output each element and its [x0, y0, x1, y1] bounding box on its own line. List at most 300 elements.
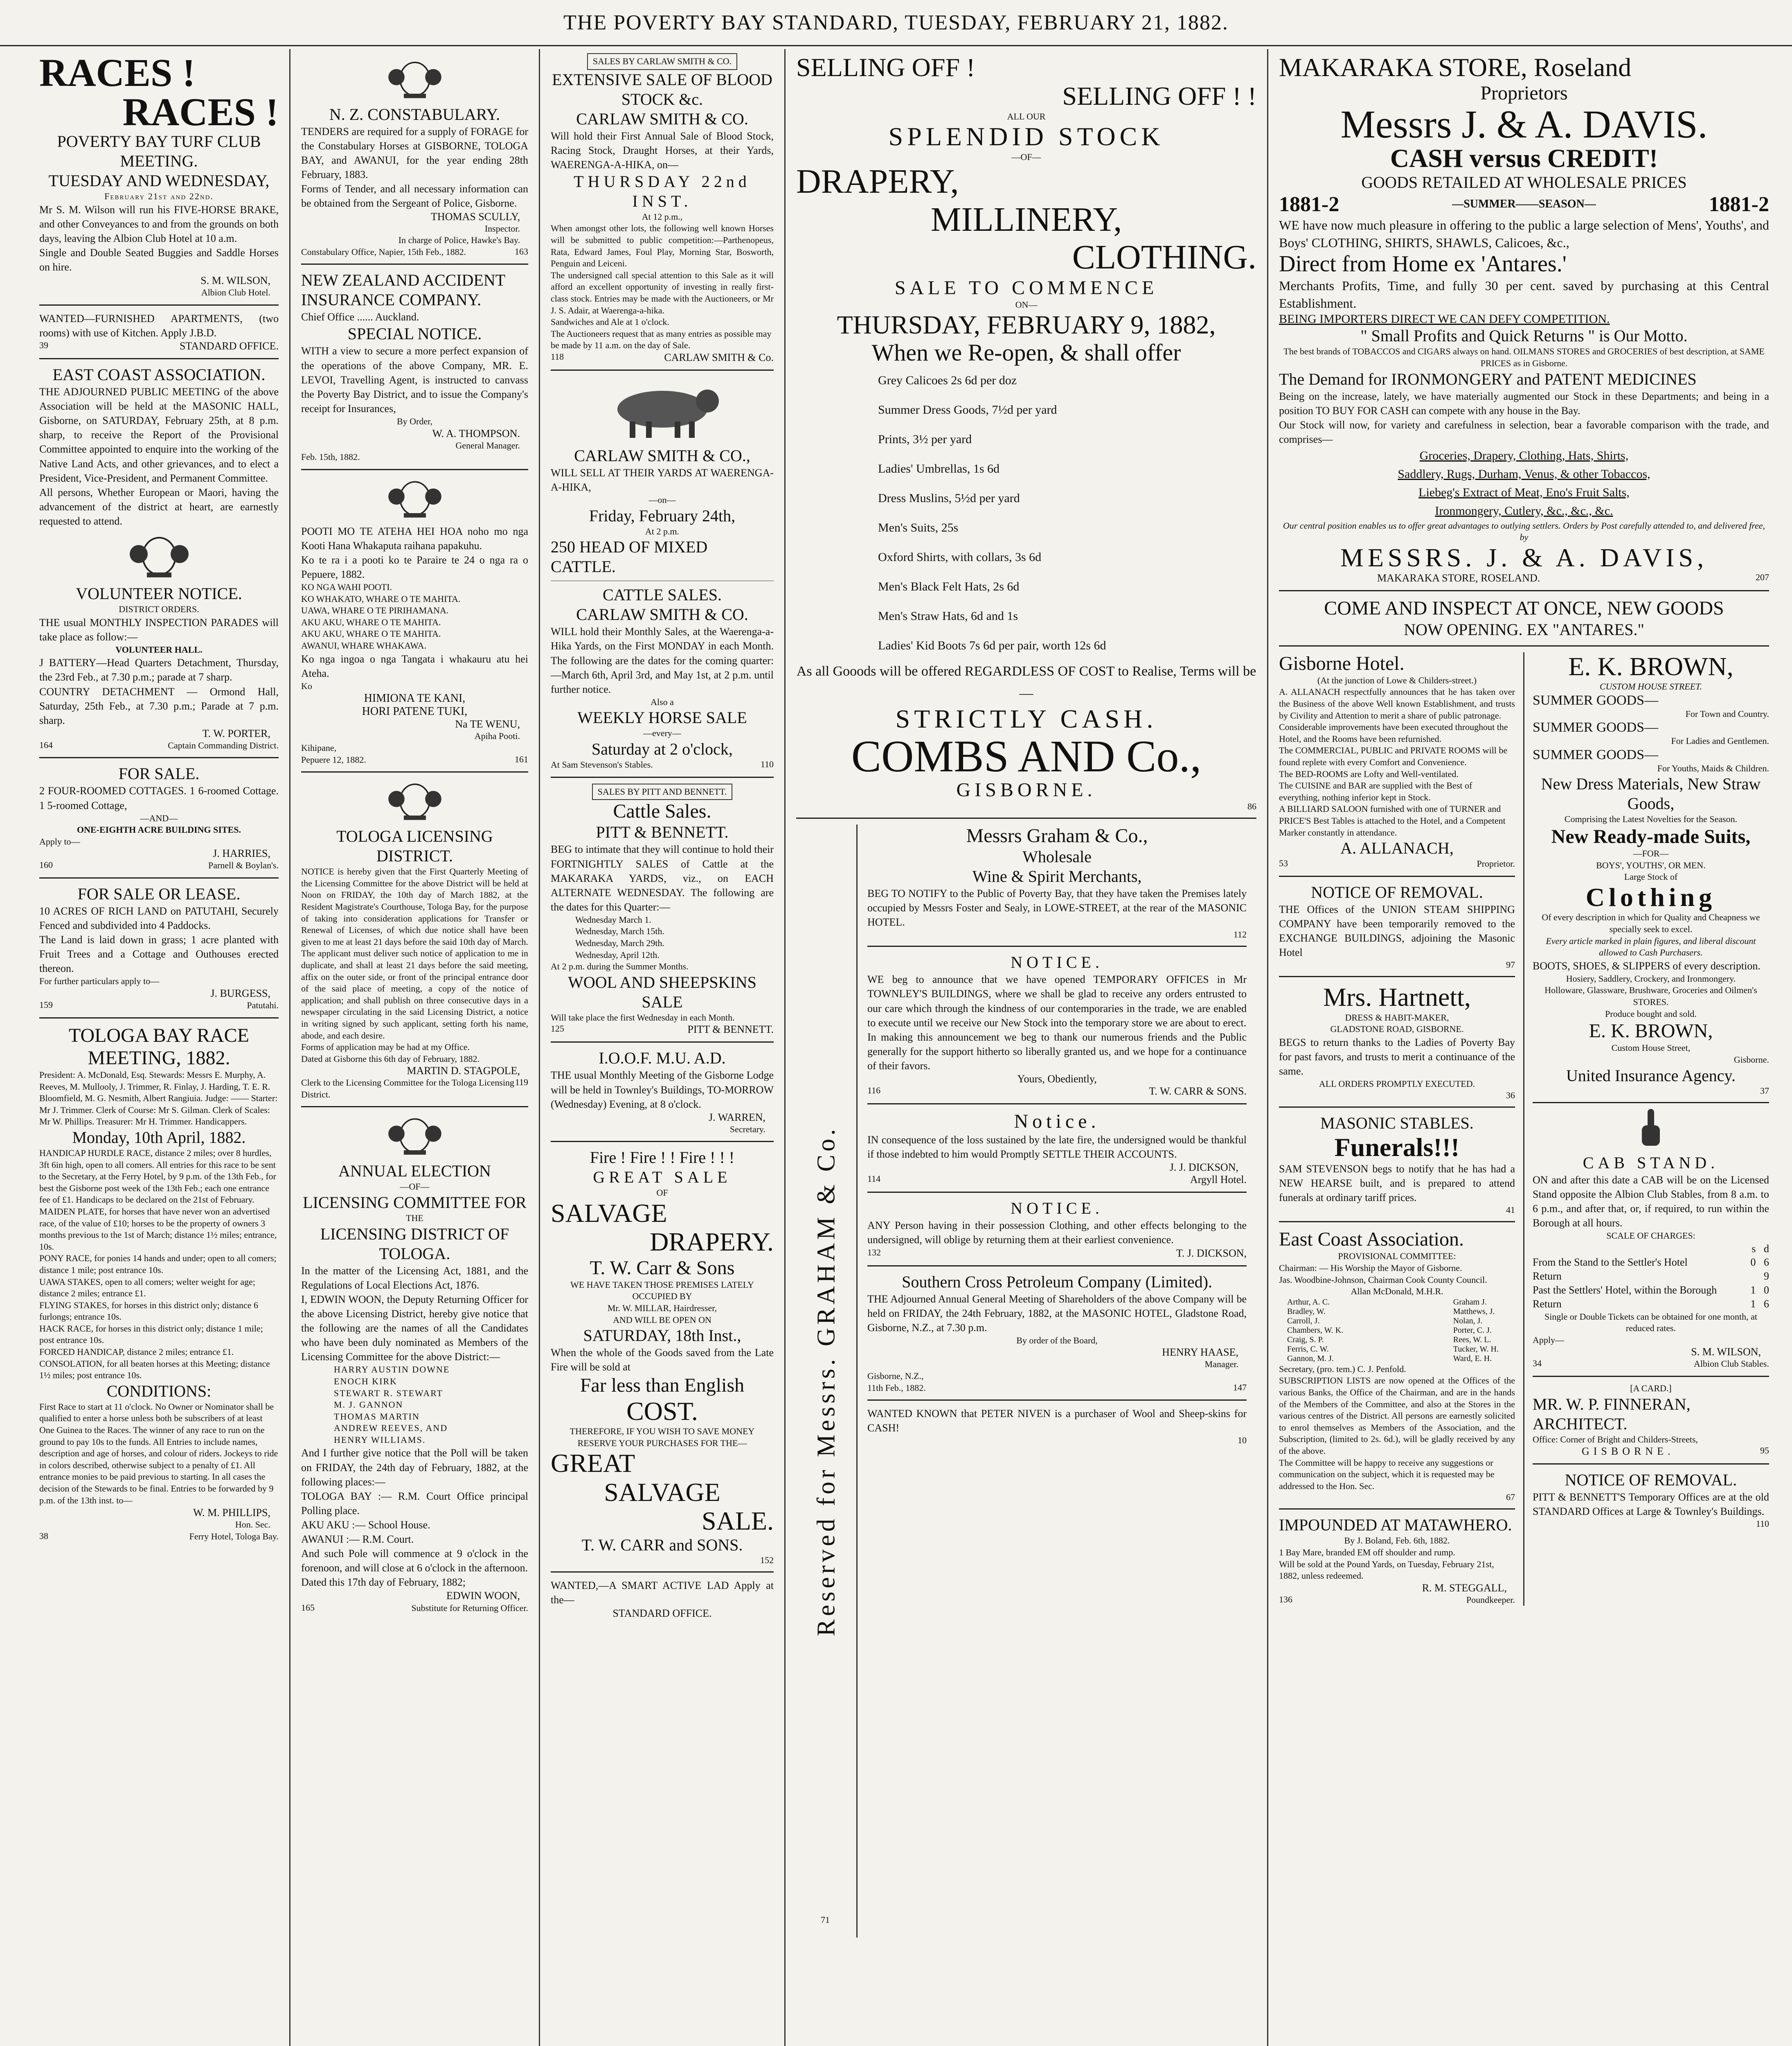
fire-of: OF	[656, 1187, 668, 1198]
election-title-3: LICENSING COMMITTEE FOR	[303, 1193, 527, 1212]
brown-ready: New Ready-made Suits,	[1551, 826, 1751, 847]
carlaw2-on: —on—	[648, 495, 676, 505]
ioof-ad	[551, 1048, 774, 1135]
removal-pitt-ad	[1533, 1470, 1769, 1529]
comeinspect-line-2: NOW OPENING. EX "ANTARES."	[1404, 620, 1644, 639]
davis-list-item: Ironmongery, Cutlery, &c., &c., &c.	[1435, 504, 1613, 518]
wantedknown-body: WANTED KNOWN that PETER NIVEN is a purchaser of Wool and Sheep-skins for CASH!	[867, 1408, 1247, 1434]
lease-body-2: The Land is laid down in grass; 1 acre planted with Fruit Trees and a Cottage and Outhouses erected thereon.	[39, 934, 279, 975]
fire-body: WE HAVE TAKEN THOSE PREMISES LATELY OCCUPIED BY	[570, 1279, 754, 1302]
wanted-office: STANDARD OFFICE.	[179, 340, 279, 352]
brown-boys: BOYS', YOUTHS', OR MEN.	[1596, 860, 1706, 870]
races-title: RACES !	[39, 51, 196, 95]
combs-clothing: CLOTHING.	[1072, 238, 1256, 277]
constab-body-2: Forms of Tender, and all necessary information can be obtained from the Sergeant of Police, Gisborne.	[301, 183, 528, 210]
dickson1-body: IN consequence of the loss sustained by the late fire, the undersigned would be thankful if those indebted to him would Promptly SETTLE THEIR ACCOUNTS.	[867, 1134, 1247, 1160]
comeinspect-line-1: COME AND INSPECT AT ONCE, NEW GOODS	[1324, 597, 1724, 620]
tologa-hack: HACK RACE, for horses in this district only; distance 1 mile; post entrance 10s.	[39, 1323, 263, 1345]
lease-signature: J. BURGESS,	[210, 987, 270, 1000]
brown-s3: SUMMER GOODS—	[1533, 747, 1658, 762]
finneran-name: MR. W. P. FINNERAN, ARCHITECT.	[1533, 1395, 1691, 1433]
nzaccident-body: WITH a view to secure a more perfect expansion of the operations of the above Company, MR. E. LEVOI, Travelling Agent, is instructed to canvass the Poverty Bay District, and to issue the Company's receipt for Insurances,	[301, 345, 528, 415]
election-place-3: AWANUI :— R.M. Court.	[301, 1533, 414, 1546]
tologa-forced: FORCED HANDICAP, distance 2 miles; entrance £1.	[39, 1347, 234, 1357]
election-place-2: AKU AKU :— School House.	[301, 1519, 430, 1531]
election-title-4: THE	[406, 1213, 423, 1224]
committee-member: Nolan, J.	[1453, 1316, 1483, 1325]
brown-sub: CUSTOM HOUSE STREET.	[1599, 681, 1702, 692]
gisborne-hotel-ad	[1279, 652, 1515, 870]
pitt-dates	[551, 914, 774, 961]
wantedlad-office: STANDARD OFFICE.	[612, 1607, 712, 1619]
combs-reopen: When we Re-open, & shall offer	[871, 339, 1181, 366]
carlaw2-time: At 2 p.m.	[645, 526, 680, 536]
volunteer-notice-ad	[39, 584, 279, 751]
masonic-stables-ad	[1279, 1113, 1515, 1216]
impounded-signature-2: Poundkeeper.	[1466, 1594, 1515, 1605]
davis-body-2: Merchants Profits, Time, and fully 30 per cent. saved by purchasing at this Central Establishment.	[1279, 278, 1769, 311]
ecacomm-jas: Jas. Woodbine-Johnson, Chairman Cook County Council.	[1279, 1274, 1487, 1285]
impounded-number: 136	[1279, 1594, 1292, 1604]
lease-body: 10 ACRES OF RICH LAND on PATUTAHI, Securely Fenced and subdivided into 4 Paddocks.	[39, 905, 279, 932]
davis-direct: Direct from Home ex 'Antares.'	[1279, 251, 1567, 277]
cow-icon	[551, 376, 774, 442]
carrnotice-body-2: In making this announcement we beg to thank our numerous friends and the Public generally for the support hitherto so liberally granted us, and we hope for a continuance of their favors.	[867, 1031, 1247, 1072]
tologa-officers: President: A. McDonald, Esq. Stewards: Messrs E. Murphy, A. Reeves, M. Mullooly, J. Trimmer, R. Finlay, J. Harding, T. E. R. Bloomfield, M. G. Nesmith, Albert Rangiuia. Judge: —— Starter: Mr J. Trimmer. Clerk of Course: Mr S. Gilman. Clerk of Scales: Mr W. Phillips. Treasurer: Mr H. Trimmer. Handicappers.	[39, 1070, 278, 1127]
brown-boots: BOOTS, SHOES, & SLIPPERS of every description.	[1533, 960, 1760, 972]
committee-member: Rees, W. L.	[1453, 1335, 1491, 1344]
committee-member: Matthews, J.	[1453, 1307, 1495, 1316]
carlaw2-firm: CARLAW SMITH & CO.,	[574, 446, 750, 465]
wantedknown-number: 10	[1238, 1435, 1247, 1446]
tologa-race-meeting-ad	[39, 1024, 279, 1543]
hartnett-sub: DRESS & HABIT-MAKER,	[1345, 1012, 1449, 1023]
maori-line-4: AKU AKU, WHARE O TE MAHITA.	[301, 617, 441, 627]
hartnett-body: BEGS to return thanks to the Ladies of Poverty Bay for past favors, and trusts to merit a continuance of the same.	[1279, 1036, 1515, 1077]
crest-icon	[301, 778, 528, 823]
maori-place: Kihipane,	[301, 743, 337, 753]
committee-member: Craig, S. P.	[1287, 1335, 1324, 1344]
petroleum-number: 147	[1233, 1382, 1247, 1393]
hotel-body-4: The BED-ROOMS are Lofty and Well-ventilated.	[1279, 768, 1459, 779]
dickson2-body: ANY Person having in their possession Clothing, and other effects belonging to the undersigned, will oblige by returning them at their earliest convenience.	[867, 1219, 1247, 1246]
brown-for: —FOR—	[1633, 848, 1669, 859]
committee-member: Tucker, W. H.	[1453, 1344, 1499, 1354]
maori-signature: Na TE WENU,	[455, 718, 520, 730]
races-signature: S. M. WILSON,	[200, 275, 270, 287]
ioof-title: I.O.O.F. M.U. A.D.	[599, 1049, 726, 1068]
brown-s2b: For Ladies and Gentlemen.	[1671, 736, 1769, 746]
hartnett-orders: ALL ORDERS PROMPTLY EXECUTED.	[1319, 1078, 1475, 1089]
volunteer-signature-2: Captain Commanding District.	[168, 740, 279, 750]
combs-title-2: SELLING OFF ! !	[1062, 81, 1256, 111]
removal2-number: 110	[1756, 1519, 1769, 1529]
davis-central: Our central position enables us to offer great advantages to outlying settlers. Orders by Post carefully attended to, and delivered free, by	[1283, 520, 1765, 543]
hartnett-title: Mrs. Hartnett,	[1323, 982, 1471, 1012]
licensing-title: TOLOGA LICENSING DISTRICT.	[336, 827, 493, 865]
carlaw1-body-5: The Auctioneers request that as many entries as possible may be made by 11 a.m. on the day of Sale.	[551, 328, 772, 351]
election-body-3: And I further give notice that the Poll will be taken on FRIDAY, the 24th day of February, 1882, at the following places:—	[301, 1447, 528, 1488]
come-inspect-ad	[1279, 597, 1769, 639]
candidate-name: M. J. GANNON	[334, 1399, 403, 1410]
fire-great: GREAT SALE	[593, 1168, 732, 1187]
cab-charge-row: Return 9	[1533, 1270, 1769, 1282]
carlaw1-body-2: When amongst other lots, the following well known Horses will be submitted to public competition:—Parthenopeus, Rata, Edward James, Foul Play, Morning Star, Bosworth, Penguin and Leiceni.	[551, 223, 774, 269]
committee-member: Chambers, W. K.	[1287, 1325, 1344, 1335]
davis-being: BEING IMPORTERS DIRECT WE CAN DEFY COMPETITION.	[1279, 312, 1610, 326]
committee-member: Arthur, A. C.	[1287, 1297, 1330, 1307]
price-item: Ladies' Umbrellas, 1s 6d	[878, 462, 1000, 475]
nzaccident-title: NEW ZEALAND ACCIDENT INSURANCE COMPANY.	[301, 271, 505, 309]
cab-charge-row: Past the Settlers' Hotel, within the Borough 1 0	[1533, 1284, 1769, 1296]
brown-hosiery: Hosiery, Saddlery, Crockery, and Ironmongery.	[1566, 973, 1736, 984]
cab-scale: SCALE OF CHARGES:	[1606, 1230, 1695, 1241]
volunteer-country: COUNTRY DETACHMENT — Ormond Hall, Saturday, 25th Feb., at 7.30 p.m.; Parade at 7 p.m. sharp.	[39, 685, 279, 726]
constab-number: 163	[515, 246, 528, 257]
committee-member: Bradley, W.	[1287, 1307, 1326, 1316]
election-names	[301, 1364, 528, 1446]
carlaw1-firm: CARLAW SMITH & CO.	[576, 109, 748, 128]
carrnotice-yours: Yours, Obediently,	[1017, 1073, 1097, 1085]
removal2-title: NOTICE OF REMOVAL.	[1565, 1471, 1737, 1489]
removal1-title: NOTICE OF REMOVAL.	[1311, 883, 1483, 901]
constab-body: TENDERS are required for a supply of FORAGE for the Constabulary Horses at GISBORNE, TOLOGA BAY, and AWANUI, for the year ending 28th February, 1883.	[301, 126, 528, 181]
carlaw1-signature: CARLAW SMITH & Co.	[664, 352, 774, 363]
graham-wholesale: Wholesale	[1022, 847, 1092, 866]
hotel-signature: A. ALLANACH,	[1340, 839, 1454, 858]
for-sale-signature-2: Parnell & Boylan's.	[208, 860, 279, 871]
cattlesales-also: Also a	[651, 696, 674, 707]
impounded-signature: R. M. STEGGALL,	[1422, 1582, 1507, 1594]
cattle-sales-ad	[551, 585, 774, 771]
davis-body-5: Our Stock will now, for variety and carefulness in selection, bear a favorable comparison with the trade, and comprises—	[1279, 419, 1769, 445]
maori-name-1: HIMIONA TE KANI,	[364, 692, 466, 705]
constabulary-ad	[301, 105, 528, 258]
election-dated: Dated this 17th day of February, 1882;	[301, 1576, 466, 1589]
graham-number: 112	[1233, 929, 1247, 940]
carlaw2-body: WILL SELL AT THEIR YARDS AT WAERENGA-A-HIKA,	[551, 467, 774, 493]
price-item: Summer Dress Goods, 7½d per yard	[878, 403, 1057, 417]
fire-salvage-2: SALVAGE	[604, 1477, 720, 1507]
price-item: Men's Straw Hats, 6d and 1s	[878, 609, 1018, 623]
petroleum-ad	[867, 1272, 1247, 1394]
brown-number: 37	[1760, 1085, 1769, 1096]
price-item: Ladies' Kid Boots 7s 6d per pair, worth 12s 6d	[878, 638, 1106, 652]
maori-signature-2: Apiha Pooti.	[474, 731, 520, 741]
fire-great-2: GREAT	[551, 1449, 635, 1478]
davis-demand: The Demand for IRONMONGERY and PATENT MEDICINES	[1279, 370, 1697, 388]
licensing-signature-2: Clerk to the Licensing Committee for the Tologa Licensing District.	[301, 1077, 515, 1100]
nz-accident-ad	[301, 270, 528, 463]
maori-line-5: AKU AKU, WHARE O TE MAHITA.	[301, 629, 441, 639]
price-item: Grey Calicoes 2s 6d per doz	[878, 373, 1017, 387]
column-4	[786, 49, 1268, 2046]
constab-place: Constabulary Office, Napier, 15th Feb., 1882.	[301, 246, 466, 257]
petroleum-date: 11th Feb., 1882.	[867, 1382, 926, 1393]
dickson1-title: Notice.	[1014, 1110, 1100, 1132]
combs-of: —OF—	[1011, 151, 1041, 162]
for-sale-title: FOR SALE.	[118, 764, 200, 783]
fire-salvage: SALVAGE	[551, 1198, 667, 1228]
brown-s1: SUMMER GOODS—	[1533, 692, 1658, 708]
hotel-body-3: The COMMERCIAL, PUBLIC and PRIVATE ROOMS will be found replete with every Comfort and Convenience.	[1279, 745, 1508, 767]
races-dates: February 21st and 22nd.	[104, 191, 214, 201]
pointing-hand-icon	[1533, 1109, 1769, 1150]
ecacomm-allan: Allan McDonald, M.H.R.	[1351, 1286, 1443, 1297]
hartnett-number: 36	[1506, 1090, 1515, 1100]
tologa-date: Monday, 10th April, 1882.	[72, 1128, 246, 1147]
fire-firm: T. W. Carr & Sons	[590, 1257, 735, 1279]
brown-s1b: For Town and Country.	[1685, 708, 1769, 719]
cattlesales-every: —every—	[643, 728, 681, 739]
for-sale-sites: ONE-EIGHTH ACRE BUILDING SITES.	[77, 825, 241, 835]
nzaccident-date: Feb. 15th, 1882.	[301, 452, 360, 462]
carlaw-cattle-ad	[551, 446, 774, 577]
davis-prop: Proprietors	[1480, 82, 1568, 104]
sale-date: Wednesday, March 15th.	[575, 926, 664, 937]
tologa-uawa: UAWA STAKES, open to all comers; welter weight for age; distance 2 miles; entrance £1.	[39, 1276, 256, 1299]
hotel-signature-2: Proprietor.	[1477, 859, 1515, 869]
brown-large: Large Stock of	[1624, 872, 1678, 882]
cattlesales-body: WILL hold their Monthly Sales, at the Waerenga-a-Hika Yards, on the First MONDAY in each Month. The following are the dates for the coming quarter:—March 6th, April 3rd, and May 1st, at 2 p.m. until further notice.	[551, 626, 774, 695]
constab-signature: THOMAS SCULLY,	[431, 210, 520, 223]
finneran-number: 95	[1760, 1445, 1769, 1456]
cab-stand-ad	[1533, 1153, 1769, 1370]
fire-sale-ad	[551, 1148, 774, 1566]
davis-year-1: 1881-2	[1279, 192, 1339, 216]
column-5-right	[1524, 652, 1769, 1606]
combs-cash: STRICTLY CASH.	[895, 704, 1157, 734]
pitt-wool: WOOL AND SHEEPSKINS SALE	[568, 973, 756, 1011]
election-place-1: TOLOGA BAY :— R.M. Court Office principal Polling place.	[301, 1490, 528, 1516]
fire-signature: T. W. CARR and SONS.	[581, 1536, 743, 1555]
carlaw1-body-3: The undersigned call special attention to this Sale as it will afford an excellent opportunity of investing in really first-class stock. Entries may be made with the Auctioneers, or Mr J. S. Adair, at Waerenga-a-hika.	[551, 270, 774, 315]
election-number: 165	[301, 1602, 315, 1613]
combs-millinery: MILLINERY,	[930, 200, 1122, 239]
column-5-lower	[1279, 652, 1769, 1606]
volunteer-hall: VOLUNTEER HALL.	[115, 644, 203, 655]
carlaw1-header: SALES BY CARLAW SMITH & CO.	[551, 53, 774, 70]
combs-all: ALL OUR	[1007, 111, 1046, 122]
cab-body: ON and after this date a CAB will be on the Licensed Stand opposite the Albion Club Stables, from 8 a.m. to 6 p.m., and after that, or, if required, to run within the Borough at all hours.	[1533, 1174, 1769, 1229]
brown-comp: Comprising the Latest Novelties for the Season.	[1564, 814, 1738, 825]
petroleum-signature: HENRY HAASE,	[1162, 1346, 1238, 1359]
price-item: Dress Muslins, 5½d per yard	[878, 491, 1020, 505]
fire-drapery: DRAPERY.	[650, 1227, 774, 1257]
cab-body-2: Single or Double Tickets can be obtained for one month, at reduced rates.	[1544, 1311, 1757, 1334]
races-days: TUESDAY AND WEDNESDAY,	[48, 171, 270, 190]
davis-year-2: 1881-2	[1709, 192, 1769, 216]
carlaw1-time: At 12 p.m.,	[642, 211, 683, 222]
licensing-signature: MARTIN D. STAGPOLE,	[407, 1065, 520, 1077]
wantedlad-body: WANTED,—A SMART ACTIVE LAD Apply at the—	[551, 1580, 774, 1606]
candidate-name: ANDREW REEVES, AND	[334, 1423, 448, 1433]
dickson1-number: 114	[867, 1174, 881, 1184]
eca-body-2: All persons, Whether European or Maori, having the advancement of the district at heart, are earnestly requested to attend.	[39, 486, 279, 527]
ecacomm-body-2: The Committee will be happy to receive any suggestions or communication on the subject, which it is requested may be addressed to the Hon. Sec.	[1279, 1457, 1495, 1491]
brown-title: E. K. BROWN,	[1568, 652, 1733, 681]
column-5-left	[1279, 652, 1524, 1606]
lease-number: 159	[39, 1000, 53, 1010]
election-title-5: LICENSING DISTRICT OF TOLOGA.	[320, 1224, 509, 1263]
candidate-name: ENOCH KIRK	[334, 1376, 398, 1386]
carrnotice-title: NOTICE.	[1011, 953, 1103, 972]
election-title-1: ANNUAL ELECTION	[338, 1162, 491, 1181]
brown-united: United Insurance Agency.	[1566, 1066, 1736, 1085]
ioof-body: THE usual Monthly Meeting of the Gisborne Lodge will be held in Townley's Buildings, TO-MORROW (Wednesday) Evening, at 8 o'clock.	[551, 1069, 774, 1110]
for-sale-apply: Apply to—	[39, 836, 80, 847]
committee-member: Carroll, J.	[1287, 1316, 1320, 1325]
maori-ko: Ko	[301, 680, 312, 691]
carlaw2-date: Friday, February 24th,	[589, 506, 736, 525]
maori-date: Pepuere 12, 1882.	[301, 754, 366, 765]
maori-line-3: UAWA, WHARE O TE PIRIHAMANA.	[301, 605, 449, 616]
constab-title: N. Z. CONSTABULARY.	[329, 105, 500, 124]
fire-sale: SALE.	[702, 1506, 774, 1535]
tologa-licensing-ad	[301, 827, 528, 1100]
cab-signature: S. M. WILSON,	[1691, 1346, 1761, 1358]
finneran-ad	[1533, 1383, 1769, 1458]
combs-firm: COMBS AND Co.,	[851, 731, 1202, 781]
reserved-number: 71	[821, 1914, 830, 1925]
constab-signature-3: In charge of Police, Hawke's Bay.	[398, 235, 520, 246]
impounded-body: 1 Bay Mare, branded EM off shoulder and rump.	[1279, 1547, 1455, 1557]
races-signature-2: Albion Club Hotel.	[201, 287, 270, 298]
lease-signature-2: Patutahi.	[247, 1000, 279, 1011]
tologa-conditions: First Race to start at 11 o'clock. No Owner or Nominator shall be qualified to enter a horse unless both be subscribers of at least One Guinea to the Races. The winner of any race to run on the ground to pay 10s to the funds. All Entries to include names, description and age of horses, and colour of riders. Jockeys to ride in colors described, otherwise subject to a penalty of £1. All entrance monies to be paid previous to starting. In all cases the decision of the Stewards to be final. Entries to be forwarded by 9 p.m. of the 13th inst. to—	[39, 1401, 278, 1505]
combs-splendid: SPLENDID STOCK	[888, 122, 1164, 151]
dickson-effects-ad	[867, 1199, 1247, 1259]
price-item: Prints, 3½ per yard	[878, 432, 972, 446]
cattlesales-title: CATTLE SALES.	[602, 586, 722, 604]
brown-s3b: For Youths, Maids & Children.	[1657, 763, 1769, 773]
nzaccident-special: SPECIAL NOTICE.	[347, 324, 482, 343]
volunteer-signature: T. W. PORTER,	[202, 727, 270, 739]
pitt-bennett-cattle-ad	[551, 784, 774, 1036]
maori-notice-ad	[301, 524, 528, 766]
combs-title-1: SELLING OFF !	[796, 53, 975, 82]
for-sale-signature: J. HARRIES,	[213, 847, 270, 860]
brown-s2: SUMMER GOODS—	[1533, 720, 1658, 735]
races-body: Mr S. M. Wilson will run his FIVE-HORSE BRAKE, and other Conveyances to and from the grounds on both days, leaving the Albion Club Hotel at 10 a.m.	[39, 203, 279, 244]
hartnett-place: GLADSTONE ROAD, GISBORNE.	[1330, 1024, 1464, 1034]
masonic-body: SAM STEVENSON begs to notify that he has had a NEW HEARSE built, and is prepared to attend funerals at ordinary tariff prices.	[1279, 1163, 1515, 1204]
hotel-sub: (At the junction of Lowe & Childers-street.)	[1317, 675, 1477, 685]
cab-charge-row: Return 1 6	[1533, 1298, 1769, 1310]
committee-member: Gannon, M. J.	[1287, 1354, 1334, 1363]
masthead: THE POVERTY BAY STANDARD, TUESDAY, FEBRUARY 21, 1882.	[0, 0, 1792, 46]
crest-icon	[39, 532, 279, 581]
wanted-lad-ad	[551, 1578, 774, 1619]
column-3	[540, 49, 786, 2046]
brown-signature: E. K. BROWN,	[1589, 1020, 1713, 1042]
davis-cash: CASH versus CREDIT!	[1390, 143, 1658, 173]
fire-open: AND WILL BE OPEN ON	[613, 1314, 711, 1325]
licensing-body: NOTICE is hereby given that the First Quarterly Meeting of the Licensing Committee for the above District will be held at Noon on FRIDAY, the 10th day of March 1882, at the Resident Magistrate's Courthouse, Tologa Bay, for the purpose of taking into consideration applications for Transfer or Renewal of Licenses, of which due notice shall have been given to me at least 21 days before the said 10th day of March. The applicant must deliver such notice of application to me in duplicate, and shall at least 21 days before the said meeting, affix on the outer side, or front of the principal entrance door of the said place of meeting, a copy of the notice of application; and shall publish on three consecutive days in a newspaper circulating in the said Licensing District, a notice in writing signed by such applicant, setting forth his name, abode, and each desire.	[301, 866, 528, 1041]
maori-line-6: AWANUI, WHARE WHAKAWA.	[301, 640, 427, 651]
cab-sd-header: s d	[1751, 1242, 1769, 1255]
cab-charge-row: From the Stand to the Settler's Hotel 0 6	[1533, 1256, 1769, 1269]
davis-body-3: The best brands of TOBACCOS and CIGARS always on hand. OILMANS STORES and GROCERIES of best description, at SAME PRICES as in Gisborne.	[1283, 346, 1765, 368]
crest-icon	[301, 1113, 528, 1158]
carlaw1-title: EXTENSIVE SALE OF BLOOD STOCK &c.	[552, 70, 772, 108]
races-ad	[39, 53, 279, 299]
volunteer-sub: DISTRICT ORDERS.	[119, 604, 199, 614]
election-body-2: I, EDWIN WOON, the Deputy Returning Officer for the above Licensing District, hereby give notice that the following are the names of all the Candidates who have been duly nominated as Members of the Licensing Committee for the above District:—	[301, 1293, 528, 1363]
graham-title: Messrs Graham & Co.,	[966, 825, 1148, 847]
ioof-signature-2: Secretary.	[729, 1124, 765, 1134]
finneran-place: GISBORNE.	[1582, 1445, 1675, 1458]
wanted-body: WANTED—FURNISHED APARTMENTS, (two rooms) with use of Kitchen. Apply J.B.D.	[39, 312, 279, 339]
reserved-text: Reserved for Messrs. GRAHAM & Co.	[812, 1126, 840, 1636]
dickson-notice-ad	[867, 1110, 1247, 1186]
ecacomm-chair: Chairman: — His Worship the Mayor of Gisborne.	[1279, 1263, 1462, 1273]
price-item: Men's Suits, 25s	[878, 521, 959, 534]
carrnotice-number: 116	[867, 1085, 881, 1095]
masonic-funerals: Funerals!!!	[1334, 1132, 1460, 1162]
ioof-signature: J. WARREN,	[709, 1111, 765, 1123]
finneran-card: [A CARD.]	[1630, 1383, 1672, 1393]
committee-member: Ward, E. H.	[1453, 1354, 1492, 1363]
fire-title: Fire ! Fire ! ! Fire ! ! !	[590, 1148, 735, 1167]
ecacomm-sec: Secretary, (pro. tem.) C. J. Penfold.	[1279, 1363, 1406, 1374]
annual-election-ad	[301, 1161, 528, 1614]
davis-list-item: Groceries, Drapery, Clothing, Hats, Shirts,	[1419, 448, 1629, 462]
sale-or-lease-ad	[39, 884, 279, 1012]
dickson2-number: 132	[867, 1247, 881, 1257]
ecacomm-body: SUBSCRIPTION LISTS are now opened at the Offices of the various Banks, the Office of the Chairman, and are in the hands of the Members of the Committee, and also at the Stores in the various centres of the District. All persons are earnestly solicited to enrol themselves as Members of the Association, and the Subscription, (limited to 2s. 6d.), will be gladly received by any of the above.	[1279, 1375, 1515, 1456]
maori-name-2: HORI PATENE TUKI,	[362, 705, 468, 718]
hotel-title: Gisborne Hotel.	[1279, 652, 1405, 674]
pitt-firm: PITT & BENNETT.	[596, 823, 729, 842]
maori-line-2: KO WHAKATO, WHARE O TE MAHITA.	[301, 593, 461, 604]
committee-member: Ferris, C. W.	[1287, 1344, 1329, 1354]
graham-wine: Wine & Spirit Merchants,	[972, 867, 1142, 886]
constab-signature-2: Inspector.	[484, 223, 520, 234]
for-sale-ad	[39, 764, 279, 872]
maori-line-1: KO NGA WAHI POOTI.	[301, 582, 392, 593]
volunteer-title: VOLUNTEER NOTICE.	[76, 584, 242, 603]
volunteer-number: 164	[39, 739, 53, 750]
licensing-number: 119	[515, 1077, 528, 1088]
combs-ad	[796, 53, 1256, 812]
graham-body: BEG TO NOTIFY to the Public of Poverty Bay, that they have taken the Premises lately occupied by Messrs Foster and Sealy, in LOWE-STREET, at the rear of the MASONIC HOTEL.	[867, 888, 1247, 928]
davis-motto: " Small Profits and Quick Returns " is Our Motto.	[1360, 327, 1688, 345]
committee-member: Graham J.	[1453, 1297, 1487, 1307]
davis-ad	[1279, 53, 1769, 584]
tologa-number: 38	[39, 1530, 48, 1541]
dickson1-signature: J. J. DICKSON,	[1169, 1161, 1238, 1174]
sale-date: Wednesday, April 12th.	[575, 949, 660, 960]
carr-notice-ad	[867, 953, 1247, 1097]
petroleum-title: Southern Cross Petroleum Company (Limited).	[902, 1272, 1212, 1291]
brown-produce: Produce bought and sold.	[1605, 1008, 1697, 1019]
pitt-signature: PITT & BENNETT.	[687, 1023, 774, 1036]
tologa-pony: PONY RACE, for ponies 14 hands and under; open to all comers; distance 1 mile; post entrance 10s.	[39, 1253, 277, 1275]
tologa-hurdle: HANDICAP HURDLE RACE, distance 2 miles; over 8 hurdles, 3ft 6in high, open to all comers. All entries for this race to be sent to the Secretary, at the Ferry Hotel, by 9 p.m. of the 13th Feb., for best the Gisborne post week of the 13th Feb.; each one entrance fee of £1. Handicaps to be declared on the 21st of February.	[39, 1147, 276, 1205]
tologa-signature-3: Ferry Hotel, Tologa Bay.	[189, 1531, 279, 1541]
graham-ad	[867, 825, 1247, 940]
nzaccident-signature: W. A. THOMPSON.	[432, 427, 520, 439]
petroleum-signature-2: Manager.	[1204, 1359, 1238, 1370]
brown-new: New Dress Materials, New Straw Goods,	[1541, 775, 1761, 813]
ecacomm-title: East Coast Association.	[1279, 1228, 1464, 1251]
brown-signature-2: Custom House Street,	[1611, 1043, 1691, 1053]
masonic-number: 41	[1506, 1205, 1515, 1215]
davis-list-item: Liebeg's Extract of Meat, Eno's Fruit Salts,	[1418, 485, 1630, 499]
carlaw1-date: THURSDAY 22nd INST.	[574, 172, 751, 210]
for-sale-and: —AND—	[140, 813, 178, 823]
